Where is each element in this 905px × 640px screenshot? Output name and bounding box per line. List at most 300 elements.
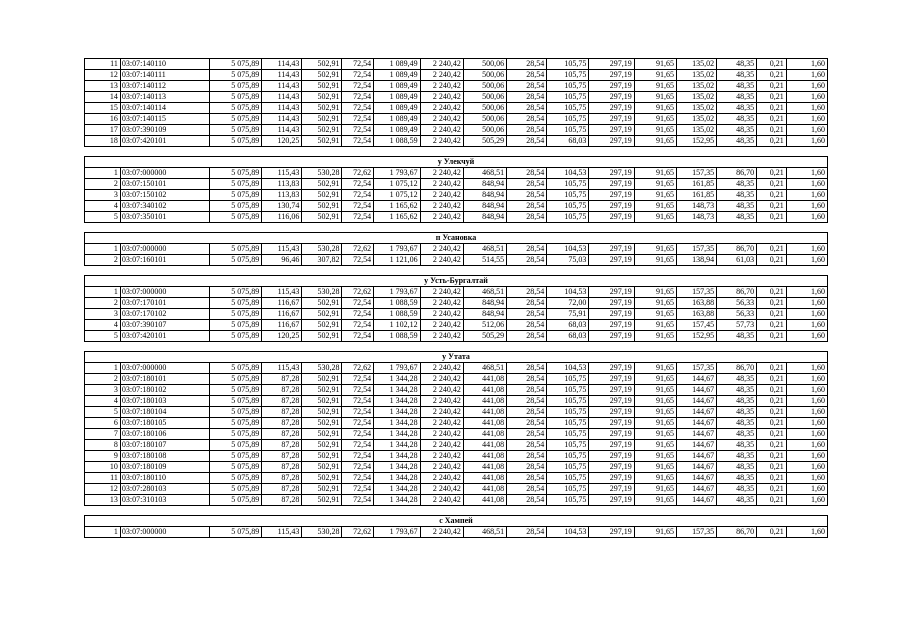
value-cell: 441,08: [463, 385, 506, 396]
cadastral-code-cell: 03:07:180105: [120, 418, 209, 429]
section-title-row: [85, 352, 828, 363]
table-row: [85, 527, 828, 538]
value-cell: 0,21: [757, 429, 787, 440]
value-cell: 1 793,67: [374, 527, 420, 538]
value-cell: 48,35: [717, 473, 757, 484]
value-cell: 72,62: [342, 527, 374, 538]
value-cell: 297,19: [589, 81, 634, 92]
cadastral-code-cell: 03:07:180106: [120, 429, 209, 440]
cadastral-code-cell: 03:07:340102: [120, 201, 209, 212]
value-cell: 1 344,28: [374, 385, 420, 396]
value-cell: 105,75: [547, 179, 589, 190]
value-cell: 5 075,89: [209, 201, 262, 212]
value-cell: 297,19: [589, 440, 634, 451]
value-cell: 157,35: [676, 527, 716, 538]
table-row: [85, 92, 828, 103]
value-cell: 144,67: [676, 374, 716, 385]
value-cell: 5 075,89: [209, 396, 262, 407]
value-cell: 441,08: [463, 440, 506, 451]
cadastral-code-cell: 03:07:140111: [120, 70, 209, 81]
value-cell: 72,54: [342, 103, 374, 114]
value-cell: 104,53: [547, 168, 589, 179]
value-cell: 91,65: [634, 484, 676, 495]
value-cell: 161,85: [676, 190, 716, 201]
value-cell: 72,62: [342, 244, 374, 255]
tariff-table: [84, 58, 828, 538]
value-cell: 91,65: [634, 473, 676, 484]
value-cell: 28,54: [507, 473, 547, 484]
value-cell: 5 075,89: [209, 473, 262, 484]
value-cell: 0,21: [757, 92, 787, 103]
value-cell: 5 075,89: [209, 418, 262, 429]
value-cell: 115,43: [262, 287, 302, 298]
value-cell: 2 240,42: [420, 429, 463, 440]
value-cell: 28,54: [507, 244, 547, 255]
cadastral-code-cell: 03:07:390107: [120, 320, 209, 331]
section-title-row: [85, 157, 828, 168]
value-cell: 28,54: [507, 255, 547, 266]
value-cell: 2 240,42: [420, 363, 463, 374]
value-cell: 502,91: [302, 212, 342, 223]
value-cell: 5 075,89: [209, 179, 262, 190]
value-cell: 1 088,59: [374, 309, 420, 320]
value-cell: 68,03: [547, 320, 589, 331]
table-row: [85, 201, 828, 212]
table-row: [85, 451, 828, 462]
value-cell: 114,43: [262, 70, 302, 81]
value-cell: 0,21: [757, 70, 787, 81]
row-number-cell: 1: [85, 527, 121, 538]
table-body: [85, 59, 828, 538]
value-cell: 91,65: [634, 309, 676, 320]
value-cell: 297,19: [589, 309, 634, 320]
value-cell: 91,65: [634, 287, 676, 298]
value-cell: 505,29: [463, 331, 506, 342]
value-cell: 500,06: [463, 92, 506, 103]
row-number-cell: 18: [85, 136, 121, 147]
value-cell: 72,54: [342, 255, 374, 266]
value-cell: 2 240,42: [420, 81, 463, 92]
value-cell: 105,75: [547, 418, 589, 429]
value-cell: 1,60: [786, 473, 827, 484]
value-cell: 104,53: [547, 287, 589, 298]
value-cell: 1 075,12: [374, 190, 420, 201]
value-cell: 120,25: [262, 136, 302, 147]
value-cell: 1,60: [786, 527, 827, 538]
value-cell: 105,75: [547, 396, 589, 407]
value-cell: 1,60: [786, 179, 827, 190]
value-cell: 297,19: [589, 363, 634, 374]
table-row: [85, 255, 828, 266]
value-cell: 1 344,28: [374, 484, 420, 495]
row-number-cell: 1: [85, 168, 121, 179]
value-cell: 115,43: [262, 363, 302, 374]
value-cell: 0,21: [757, 244, 787, 255]
value-cell: 135,02: [676, 59, 716, 70]
cadastral-code-cell: 03:07:150101: [120, 179, 209, 190]
value-cell: 105,75: [547, 190, 589, 201]
value-cell: 1,60: [786, 136, 827, 147]
value-cell: 2 240,42: [420, 114, 463, 125]
value-cell: 28,54: [507, 70, 547, 81]
value-cell: 1,60: [786, 451, 827, 462]
value-cell: 72,54: [342, 331, 374, 342]
table-row: [85, 125, 828, 136]
value-cell: 297,19: [589, 495, 634, 506]
value-cell: 502,91: [302, 114, 342, 125]
table-row: [85, 298, 828, 309]
value-cell: 502,91: [302, 298, 342, 309]
value-cell: 502,91: [302, 81, 342, 92]
table-row: [85, 114, 828, 125]
value-cell: 135,02: [676, 114, 716, 125]
value-cell: 105,75: [547, 374, 589, 385]
value-cell: 5 075,89: [209, 298, 262, 309]
value-cell: 48,35: [717, 114, 757, 125]
value-cell: 2 240,42: [420, 320, 463, 331]
cadastral-code-cell: 03:07:140114: [120, 103, 209, 114]
value-cell: 135,02: [676, 125, 716, 136]
value-cell: 72,54: [342, 396, 374, 407]
value-cell: 1 089,49: [374, 92, 420, 103]
value-cell: 502,91: [302, 70, 342, 81]
value-cell: 502,91: [302, 451, 342, 462]
value-cell: 114,43: [262, 125, 302, 136]
value-cell: 502,91: [302, 190, 342, 201]
value-cell: 28,54: [507, 462, 547, 473]
value-cell: 96,46: [262, 255, 302, 266]
tariff-sheet: [84, 58, 828, 538]
cadastral-code-cell: 03:07:180104: [120, 407, 209, 418]
value-cell: 1 344,28: [374, 418, 420, 429]
value-cell: 297,19: [589, 190, 634, 201]
value-cell: 157,35: [676, 244, 716, 255]
value-cell: 502,91: [302, 473, 342, 484]
value-cell: 114,43: [262, 92, 302, 103]
value-cell: 28,54: [507, 212, 547, 223]
value-cell: 91,65: [634, 396, 676, 407]
table-row: [85, 407, 828, 418]
value-cell: 91,65: [634, 385, 676, 396]
value-cell: 2 240,42: [420, 407, 463, 418]
value-cell: 48,35: [717, 201, 757, 212]
cadastral-code-cell: 03:07:180101: [120, 374, 209, 385]
value-cell: 297,19: [589, 418, 634, 429]
table-row: [85, 287, 828, 298]
value-cell: 105,75: [547, 103, 589, 114]
value-cell: 87,28: [262, 418, 302, 429]
value-cell: 848,94: [463, 190, 506, 201]
section-title: у Улекчуй: [85, 157, 828, 168]
value-cell: 2 240,42: [420, 331, 463, 342]
value-cell: 297,19: [589, 59, 634, 70]
value-cell: 502,91: [302, 92, 342, 103]
value-cell: 56,33: [717, 309, 757, 320]
value-cell: 1 088,59: [374, 331, 420, 342]
value-cell: 86,70: [717, 363, 757, 374]
value-cell: 5 075,89: [209, 495, 262, 506]
value-cell: 468,51: [463, 527, 506, 538]
value-cell: 441,08: [463, 473, 506, 484]
value-cell: 2 240,42: [420, 103, 463, 114]
table-row: [85, 495, 828, 506]
value-cell: 2 240,42: [420, 255, 463, 266]
value-cell: 502,91: [302, 103, 342, 114]
row-number-cell: 3: [85, 190, 121, 201]
value-cell: 113,83: [262, 190, 302, 201]
value-cell: 113,83: [262, 179, 302, 190]
section-spacer: [85, 506, 828, 516]
value-cell: 0,21: [757, 374, 787, 385]
value-cell: 87,28: [262, 396, 302, 407]
value-cell: 1,60: [786, 59, 827, 70]
value-cell: 502,91: [302, 201, 342, 212]
value-cell: 91,65: [634, 201, 676, 212]
value-cell: 297,19: [589, 212, 634, 223]
cadastral-code-cell: 03:07:170101: [120, 298, 209, 309]
row-number-cell: 5: [85, 407, 121, 418]
value-cell: 297,19: [589, 244, 634, 255]
value-cell: 28,54: [507, 201, 547, 212]
value-cell: 105,75: [547, 92, 589, 103]
value-cell: 114,43: [262, 114, 302, 125]
value-cell: 28,54: [507, 374, 547, 385]
value-cell: 297,19: [589, 484, 634, 495]
value-cell: 28,54: [507, 440, 547, 451]
value-cell: 441,08: [463, 451, 506, 462]
value-cell: 135,02: [676, 70, 716, 81]
value-cell: 91,65: [634, 190, 676, 201]
section-spacer: [85, 147, 828, 157]
value-cell: 105,75: [547, 201, 589, 212]
value-cell: 28,54: [507, 179, 547, 190]
value-cell: 0,21: [757, 190, 787, 201]
table-row: [85, 59, 828, 70]
row-number-cell: 17: [85, 125, 121, 136]
value-cell: 91,65: [634, 495, 676, 506]
row-number-cell: 1: [85, 287, 121, 298]
cadastral-code-cell: 03:07:000000: [120, 527, 209, 538]
value-cell: 86,70: [717, 168, 757, 179]
row-number-cell: 9: [85, 451, 121, 462]
value-cell: 144,67: [676, 396, 716, 407]
value-cell: 144,67: [676, 440, 716, 451]
value-cell: 1,60: [786, 462, 827, 473]
table-row: [85, 374, 828, 385]
value-cell: 87,28: [262, 385, 302, 396]
value-cell: 105,75: [547, 70, 589, 81]
value-cell: 1,60: [786, 440, 827, 451]
value-cell: 2 240,42: [420, 190, 463, 201]
value-cell: 2 240,42: [420, 527, 463, 538]
value-cell: 135,02: [676, 92, 716, 103]
value-cell: 28,54: [507, 287, 547, 298]
table-row: [85, 190, 828, 201]
value-cell: 1 793,67: [374, 287, 420, 298]
value-cell: 502,91: [302, 407, 342, 418]
value-cell: 297,19: [589, 201, 634, 212]
value-cell: 0,21: [757, 298, 787, 309]
value-cell: 500,06: [463, 59, 506, 70]
value-cell: 1 088,59: [374, 136, 420, 147]
value-cell: 28,54: [507, 495, 547, 506]
value-cell: 0,21: [757, 363, 787, 374]
value-cell: 28,54: [507, 190, 547, 201]
value-cell: 5 075,89: [209, 255, 262, 266]
value-cell: 144,67: [676, 473, 716, 484]
value-cell: 72,62: [342, 168, 374, 179]
value-cell: 2 240,42: [420, 418, 463, 429]
value-cell: 91,65: [634, 59, 676, 70]
row-number-cell: 4: [85, 320, 121, 331]
value-cell: 48,35: [717, 418, 757, 429]
value-cell: 72,54: [342, 385, 374, 396]
value-cell: 105,75: [547, 114, 589, 125]
value-cell: 2 240,42: [420, 59, 463, 70]
value-cell: 297,19: [589, 136, 634, 147]
value-cell: 1 793,67: [374, 244, 420, 255]
value-cell: 115,43: [262, 168, 302, 179]
value-cell: 28,54: [507, 59, 547, 70]
row-number-cell: 3: [85, 385, 121, 396]
value-cell: 28,54: [507, 484, 547, 495]
value-cell: 87,28: [262, 451, 302, 462]
value-cell: 2 240,42: [420, 70, 463, 81]
cadastral-code-cell: 03:07:160101: [120, 255, 209, 266]
value-cell: 72,54: [342, 125, 374, 136]
value-cell: 297,19: [589, 331, 634, 342]
value-cell: 0,21: [757, 320, 787, 331]
value-cell: 0,21: [757, 201, 787, 212]
table-row: [85, 103, 828, 114]
value-cell: 1,60: [786, 320, 827, 331]
value-cell: 468,51: [463, 287, 506, 298]
value-cell: 0,21: [757, 255, 787, 266]
value-cell: 157,35: [676, 168, 716, 179]
value-cell: 105,75: [547, 125, 589, 136]
value-cell: 28,54: [507, 385, 547, 396]
value-cell: 441,08: [463, 374, 506, 385]
spacer-cell: [85, 223, 828, 233]
value-cell: 441,08: [463, 407, 506, 418]
value-cell: 72,54: [342, 440, 374, 451]
value-cell: 297,19: [589, 385, 634, 396]
value-cell: 502,91: [302, 320, 342, 331]
value-cell: 2 240,42: [420, 451, 463, 462]
value-cell: 5 075,89: [209, 168, 262, 179]
value-cell: 1,60: [786, 103, 827, 114]
value-cell: 0,21: [757, 396, 787, 407]
value-cell: 1 344,28: [374, 429, 420, 440]
value-cell: 5 075,89: [209, 385, 262, 396]
value-cell: 1 793,67: [374, 168, 420, 179]
value-cell: 5 075,89: [209, 287, 262, 298]
value-cell: 115,43: [262, 527, 302, 538]
value-cell: 5 075,89: [209, 136, 262, 147]
value-cell: 1,60: [786, 309, 827, 320]
value-cell: 48,35: [717, 136, 757, 147]
value-cell: 1 344,28: [374, 462, 420, 473]
value-cell: 116,67: [262, 298, 302, 309]
value-cell: 1 165,62: [374, 212, 420, 223]
value-cell: 135,02: [676, 103, 716, 114]
value-cell: 848,94: [463, 309, 506, 320]
value-cell: 502,91: [302, 179, 342, 190]
value-cell: 0,21: [757, 473, 787, 484]
value-cell: 530,28: [302, 363, 342, 374]
cadastral-code-cell: 03:07:140112: [120, 81, 209, 92]
value-cell: 297,19: [589, 179, 634, 190]
value-cell: 144,67: [676, 495, 716, 506]
value-cell: 91,65: [634, 255, 676, 266]
value-cell: 48,35: [717, 396, 757, 407]
value-cell: 48,35: [717, 462, 757, 473]
spacer-cell: [85, 266, 828, 276]
cadastral-code-cell: 03:07:000000: [120, 244, 209, 255]
row-number-cell: 8: [85, 440, 121, 451]
value-cell: 91,65: [634, 440, 676, 451]
value-cell: 1 344,28: [374, 440, 420, 451]
value-cell: 1 089,49: [374, 103, 420, 114]
value-cell: 72,54: [342, 136, 374, 147]
value-cell: 152,95: [676, 331, 716, 342]
row-number-cell: 7: [85, 429, 121, 440]
value-cell: 0,21: [757, 418, 787, 429]
value-cell: 2 240,42: [420, 136, 463, 147]
value-cell: 72,62: [342, 363, 374, 374]
cadastral-code-cell: 03:07:170102: [120, 309, 209, 320]
value-cell: 87,28: [262, 374, 302, 385]
value-cell: 5 075,89: [209, 440, 262, 451]
value-cell: 0,21: [757, 451, 787, 462]
value-cell: 297,19: [589, 451, 634, 462]
value-cell: 1,60: [786, 396, 827, 407]
value-cell: 2 240,42: [420, 201, 463, 212]
value-cell: 0,21: [757, 495, 787, 506]
value-cell: 116,06: [262, 212, 302, 223]
value-cell: 0,21: [757, 114, 787, 125]
value-cell: 87,28: [262, 462, 302, 473]
value-cell: 28,54: [507, 451, 547, 462]
cadastral-code-cell: 03:07:310103: [120, 495, 209, 506]
value-cell: 848,94: [463, 201, 506, 212]
value-cell: 28,54: [507, 418, 547, 429]
value-cell: 1,60: [786, 92, 827, 103]
value-cell: 91,65: [634, 451, 676, 462]
table-row: [85, 473, 828, 484]
cadastral-code-cell: 03:07:150102: [120, 190, 209, 201]
value-cell: 91,65: [634, 331, 676, 342]
value-cell: 75,03: [547, 255, 589, 266]
value-cell: 297,19: [589, 429, 634, 440]
value-cell: 502,91: [302, 59, 342, 70]
value-cell: 72,54: [342, 179, 374, 190]
row-number-cell: 14: [85, 92, 121, 103]
section-spacer: [85, 223, 828, 233]
value-cell: 48,35: [717, 484, 757, 495]
table-row: [85, 418, 828, 429]
table-row: [85, 81, 828, 92]
value-cell: 2 240,42: [420, 462, 463, 473]
cadastral-code-cell: 03:07:180109: [120, 462, 209, 473]
cadastral-code-cell: 03:07:000000: [120, 363, 209, 374]
value-cell: 512,06: [463, 320, 506, 331]
value-cell: 135,02: [676, 81, 716, 92]
value-cell: 72,54: [342, 114, 374, 125]
value-cell: 72,54: [342, 309, 374, 320]
value-cell: 297,19: [589, 125, 634, 136]
value-cell: 1,60: [786, 168, 827, 179]
